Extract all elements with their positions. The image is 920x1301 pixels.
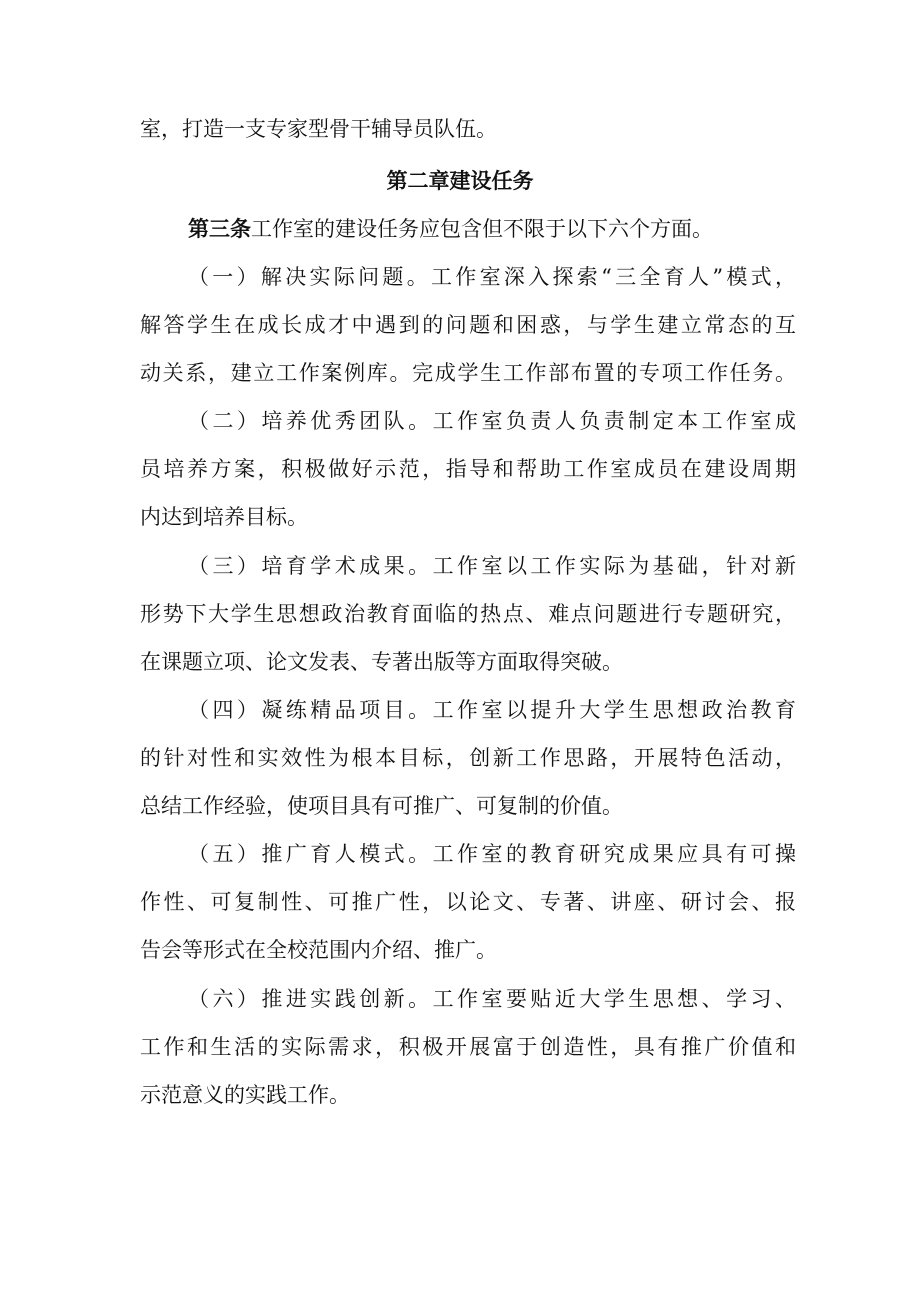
article-label: 第三条 bbox=[188, 217, 251, 241]
continuation-text: 室，打造一支专家型骨干辅导员队伍。 bbox=[140, 117, 497, 141]
chapter-heading: 第二章建设任务 bbox=[386, 169, 534, 193]
article-paragraph bbox=[188, 214, 796, 244]
item-5-line-2: 作性、可复制性、可推广性，以论文、专著、讲座、研讨会、报 bbox=[140, 890, 796, 914]
item-1-line-1: （一）解决实际问题。工作室深入探索“三全育人”模式， bbox=[188, 265, 796, 289]
item-6-line-1: （六）推进实践创新。工作室要贴近大学生思想、学习、 bbox=[188, 987, 796, 1011]
item-2-line-1: （二）培养优秀团队。工作室负责人负责制定本工作室成 bbox=[188, 409, 796, 433]
item-1-line-2: 解答学生在成长成才中遇到的问题和困惑，与学生建立常态的互 bbox=[140, 313, 796, 337]
item-3-line-3: 在课题立项、论文发表、专著出版等方面取得突破。 bbox=[140, 650, 623, 674]
item-5-line-1: （五）推广育人模式。工作室的教育研究成果应具有可操 bbox=[188, 842, 796, 866]
item-4-line-3: 总结工作经验，使项目具有可推广、可复制的价值。 bbox=[140, 794, 623, 818]
item-4-line-2: 的针对性和实效性为根本目标，创新工作思路，开展特色活动， bbox=[140, 746, 796, 770]
item-5-line-3: 告会等形式在全校范围内介绍、推广。 bbox=[140, 938, 497, 962]
article-text: 工作室的建设任务应包含但不限于以下六个方面。 bbox=[251, 217, 713, 241]
item-4-line-1: （四）凝练精品项目。工作室以提升大学生思想政治教育 bbox=[188, 698, 796, 722]
item-3-line-1: （三）培育学术成果。工作室以工作实际为基础，针对新 bbox=[188, 554, 796, 578]
item-3-line-2: 形势下大学生思想政治教育面临的热点、难点问题进行专题研究， bbox=[140, 602, 796, 626]
item-2-line-3: 内达到培养目标。 bbox=[140, 505, 308, 529]
item-1-line-3: 动关系，建立工作案例库。完成学生工作部布置的专项工作任务。 bbox=[140, 361, 796, 385]
item-6-line-2: 工作和生活的实际需求，积极开展富于创造性，具有推广价值和 bbox=[140, 1035, 796, 1059]
item-6-line-3: 示范意义的实践工作。 bbox=[140, 1083, 350, 1107]
item-2-line-2: 员培养方案，积极做好示范，指导和帮助工作室成员在建设周期 bbox=[140, 457, 796, 481]
